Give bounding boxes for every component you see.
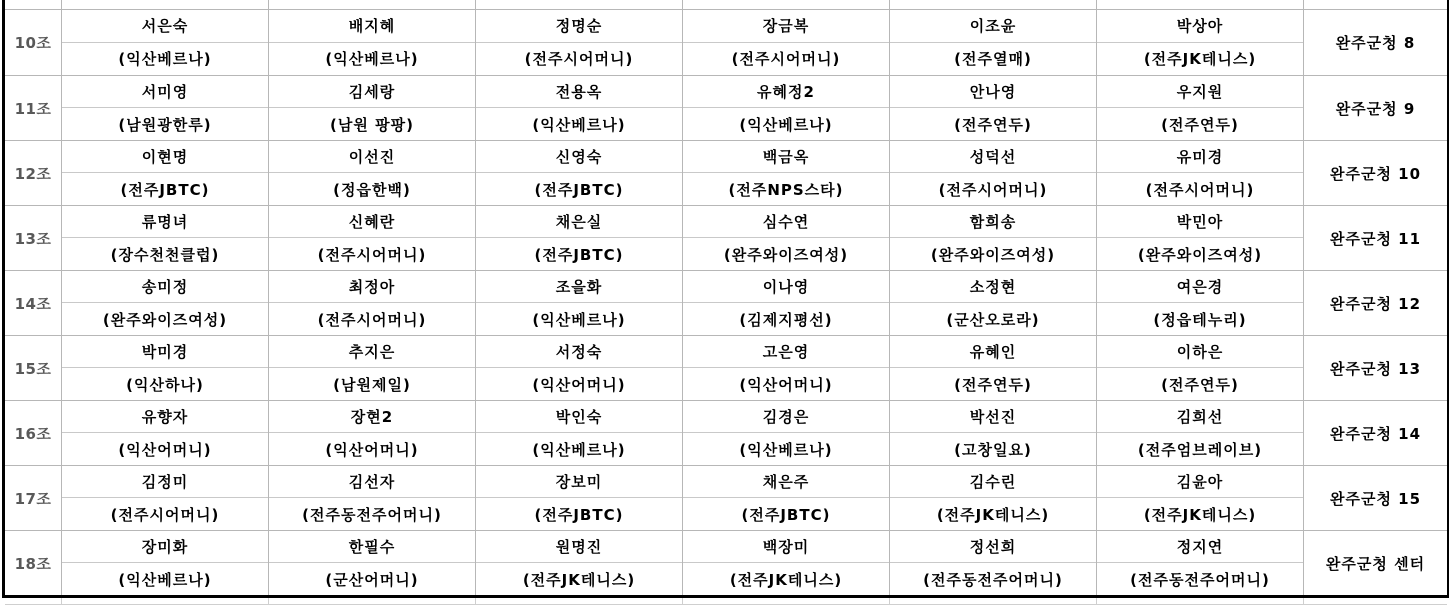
- player-club: (완주와이즈여성): [930, 245, 1056, 264]
- player-club: (남원제일): [333, 375, 411, 394]
- player-club: (익산어머니): [325, 440, 419, 459]
- player-name: 고은영: [683, 336, 889, 368]
- player-name: 김세랑: [269, 76, 475, 108]
- player-name: 배지혜: [269, 10, 475, 43]
- player-club: (전주동전주어머니): [1130, 570, 1270, 589]
- player-cell: [476, 10, 683, 75]
- player-club: (정읍테누리): [1153, 310, 1247, 329]
- player-club: (전주동전주어머니): [923, 570, 1063, 589]
- player-name: 신영숙: [476, 141, 682, 173]
- player-club: (익산어머니): [739, 375, 833, 394]
- player-name: 송미정: [62, 271, 268, 303]
- table-row: [5, 465, 1447, 530]
- player-club: (익산베르나): [118, 570, 212, 589]
- player-name: 박미경: [62, 336, 268, 368]
- player-name: 장현2: [269, 401, 475, 433]
- player-club: (완주와이즈여성): [723, 245, 849, 264]
- player-club: (전주JK테니스): [729, 570, 843, 589]
- player-cell: [890, 336, 1097, 400]
- player-name: 정명순: [476, 10, 682, 43]
- player-cell: [683, 10, 890, 75]
- player-club: (익산베르나): [739, 115, 833, 134]
- player-name: 김희선: [1097, 401, 1303, 433]
- player-cell: [683, 76, 890, 140]
- player-cell: [476, 531, 683, 595]
- player-club: (전주시어머니): [317, 245, 427, 264]
- grid-line-segment: [476, 0, 683, 9]
- grid-line-segment: [5, 598, 62, 604]
- player-cell: [269, 466, 476, 530]
- player-name: 정선희: [890, 531, 1096, 563]
- player-club: (전주시어머니): [317, 310, 427, 329]
- table-row: [5, 530, 1447, 595]
- court-assignment: 완주군청 8: [1335, 34, 1416, 52]
- cropped-row-above: [5, 0, 1447, 10]
- player-cell: [476, 76, 683, 140]
- player-cell: [476, 336, 683, 400]
- player-cell: [269, 531, 476, 595]
- player-name: 유미경: [1097, 141, 1303, 173]
- court-assignment: 완주군청 15: [1329, 489, 1422, 508]
- player-club: (전주시어머니): [938, 180, 1048, 199]
- player-name: 소정현: [890, 271, 1096, 303]
- player-cell: [62, 401, 269, 465]
- player-cell: [476, 466, 683, 530]
- player-name: 김정미: [62, 466, 268, 498]
- player-club: (장수천천클럽): [110, 245, 220, 264]
- player-name: 최정아: [269, 271, 475, 303]
- player-name: 서은숙: [62, 10, 268, 43]
- player-club: (익산베르나): [532, 440, 626, 459]
- group-assignment-sheet: [2, 0, 1451, 605]
- player-cell: [62, 206, 269, 270]
- player-cell: [62, 141, 269, 205]
- table-row: [5, 75, 1447, 140]
- court-assignment: 완주군청 9: [1335, 99, 1416, 118]
- player-cell: [1097, 336, 1304, 400]
- player-name: 김윤아: [1097, 466, 1303, 498]
- player-name: 채은주: [683, 466, 889, 498]
- player-name: 서정숙: [476, 336, 682, 368]
- player-cell: [1097, 401, 1304, 465]
- court-assignment: 완주군청 14: [1329, 424, 1422, 443]
- player-name: 이선진: [269, 141, 475, 173]
- player-cell: [62, 271, 269, 335]
- grid-line-segment: [1304, 0, 1447, 9]
- table-row: [5, 335, 1447, 400]
- player-cell: [1097, 466, 1304, 530]
- player-cell: [1097, 141, 1304, 205]
- player-cell: [269, 10, 476, 75]
- group-label: 14조: [5, 271, 62, 335]
- table-row: [5, 205, 1447, 270]
- player-club: (전주시어머니): [524, 50, 634, 69]
- player-name: 원명진: [476, 531, 682, 563]
- player-club: (익산베르나): [532, 115, 626, 134]
- player-club: (익산어머니): [532, 375, 626, 394]
- player-name: 유혜정2: [683, 76, 889, 108]
- player-cell: [62, 10, 269, 75]
- table-row: [5, 270, 1447, 335]
- player-name: 장금복: [683, 10, 889, 43]
- player-name: 장보미: [476, 466, 682, 498]
- player-name: 전용옥: [476, 76, 682, 108]
- group-table-body: [5, 10, 1447, 595]
- player-club: (전주연두): [1161, 375, 1239, 394]
- court-assignment: 완주군청 11: [1329, 229, 1422, 248]
- player-club: (전주연두): [954, 115, 1032, 134]
- player-cell: [269, 76, 476, 140]
- grid-line-segment: [890, 598, 1097, 604]
- player-club: (전주NPS스타): [728, 180, 844, 199]
- player-name: 장미화: [62, 531, 268, 563]
- player-club: (전주JBTC): [534, 180, 624, 199]
- player-cell: [62, 76, 269, 140]
- player-club: (전주JK테니스): [936, 505, 1050, 524]
- cropped-row-below: [5, 598, 1447, 605]
- player-cell: [62, 466, 269, 530]
- grid-line-segment: [683, 0, 890, 9]
- player-name: 여은경: [1097, 271, 1303, 303]
- court-assignment: 완주군청 10: [1329, 164, 1422, 183]
- player-name: 유향자: [62, 401, 268, 433]
- group-label: 16조: [5, 401, 62, 465]
- player-cell: [890, 10, 1097, 75]
- grid-line-segment: [5, 0, 62, 9]
- player-name: 김선자: [269, 466, 475, 498]
- player-cell: [890, 141, 1097, 205]
- player-cell: [683, 401, 890, 465]
- group-label: 17조: [5, 466, 62, 530]
- player-name: 서미영: [62, 76, 268, 108]
- player-cell: [476, 401, 683, 465]
- player-name: 백금옥: [683, 141, 889, 173]
- player-club: (익산베르나): [739, 440, 833, 459]
- player-club: (전주열매): [954, 50, 1032, 69]
- player-name: 심수연: [683, 206, 889, 238]
- player-club: (김제지평선): [739, 310, 833, 329]
- player-name: 박선진: [890, 401, 1096, 433]
- player-club: (전주JK테니스): [522, 570, 636, 589]
- player-name: 조을화: [476, 271, 682, 303]
- player-cell: [683, 206, 890, 270]
- player-name: 이조윤: [890, 10, 1096, 43]
- player-club: (익산베르나): [325, 50, 419, 69]
- player-cell: [1097, 10, 1304, 75]
- grid-line-segment: [1097, 0, 1304, 9]
- player-cell: [62, 531, 269, 595]
- player-cell: [476, 206, 683, 270]
- court-assignment: 완주군청 13: [1329, 359, 1422, 378]
- player-name: 추지은: [269, 336, 475, 368]
- player-cell: [683, 466, 890, 530]
- player-club: (남원광한루): [118, 115, 212, 134]
- player-name: 백장미: [683, 531, 889, 563]
- player-club: (전주시어머니): [731, 50, 841, 69]
- player-cell: [683, 271, 890, 335]
- player-club: (전주엄브레이브): [1137, 440, 1263, 459]
- player-cell: [62, 336, 269, 400]
- player-cell: [1097, 531, 1304, 595]
- player-cell: [890, 271, 1097, 335]
- player-name: 박민아: [1097, 206, 1303, 238]
- table-outer-border: [2, 0, 1449, 598]
- player-club: (완주와이즈여성): [1137, 245, 1263, 264]
- player-name: 김수린: [890, 466, 1096, 498]
- player-club: (익산베르나): [118, 50, 212, 69]
- table-row: [5, 140, 1447, 205]
- player-club: (완주와이즈여성): [102, 310, 228, 329]
- player-cell: [269, 336, 476, 400]
- player-cell: [269, 141, 476, 205]
- player-club: (전주JBTC): [534, 505, 624, 524]
- grid-line-segment: [269, 0, 476, 9]
- group-label: 18조: [5, 531, 62, 595]
- player-cell: [683, 336, 890, 400]
- table-row: [5, 400, 1447, 465]
- player-club: (전주JK테니스): [1143, 50, 1257, 69]
- court-assignment: 완주군청 센터: [1325, 554, 1426, 573]
- player-cell: [890, 401, 1097, 465]
- player-cell: [683, 531, 890, 595]
- player-club: (고창일요): [954, 440, 1032, 459]
- player-cell: [1097, 206, 1304, 270]
- player-club: (익산어머니): [118, 440, 212, 459]
- grid-line-segment: [62, 598, 269, 604]
- player-cell: [890, 531, 1097, 595]
- player-cell: [683, 141, 890, 205]
- player-cell: [476, 271, 683, 335]
- player-name: 이하은: [1097, 336, 1303, 368]
- player-club: (정읍한백): [333, 180, 411, 199]
- player-club: (익산베르나): [532, 310, 626, 329]
- player-name: 김경은: [683, 401, 889, 433]
- player-club: (익산하나): [126, 375, 204, 394]
- player-club: (전주JBTC): [741, 505, 831, 524]
- grid-line-segment: [683, 598, 890, 604]
- player-club: (군산어머니): [325, 570, 419, 589]
- player-name: 이현명: [62, 141, 268, 173]
- player-name: 정지연: [1097, 531, 1303, 563]
- player-cell: [269, 271, 476, 335]
- player-cell: [1097, 271, 1304, 335]
- grid-line-segment: [1097, 598, 1304, 604]
- player-club: (전주연두): [954, 375, 1032, 394]
- grid-line-segment: [890, 0, 1097, 9]
- group-label: 10조: [5, 10, 62, 75]
- player-name: 이나영: [683, 271, 889, 303]
- player-club: (전주시어머니): [110, 505, 220, 524]
- group-label: 13조: [5, 206, 62, 270]
- player-club: (전주JK테니스): [1143, 505, 1257, 524]
- player-cell: [1097, 76, 1304, 140]
- player-cell: [476, 141, 683, 205]
- grid-line-segment: [269, 598, 476, 604]
- player-name: 박상아: [1097, 10, 1303, 43]
- group-label: 11조: [5, 76, 62, 140]
- player-cell: [269, 206, 476, 270]
- player-cell: [269, 401, 476, 465]
- player-club: (남원 팡팡): [330, 115, 414, 134]
- player-club: (군산오로라): [946, 310, 1040, 329]
- player-cell: [890, 466, 1097, 530]
- table-row: [5, 10, 1447, 75]
- player-cell: [890, 76, 1097, 140]
- player-cell: [890, 206, 1097, 270]
- player-name: 신혜란: [269, 206, 475, 238]
- player-club: (전주JBTC): [534, 245, 624, 264]
- player-club: (전주시어머니): [1145, 180, 1255, 199]
- player-name: 안나영: [890, 76, 1096, 108]
- court-assignment: 완주군청 12: [1329, 294, 1422, 313]
- player-club: (전주연두): [1161, 115, 1239, 134]
- player-name: 함희송: [890, 206, 1096, 238]
- player-name: 채은실: [476, 206, 682, 238]
- player-name: 우지원: [1097, 76, 1303, 108]
- grid-line-segment: [62, 0, 269, 9]
- player-name: 류명녀: [62, 206, 268, 238]
- grid-line-segment: [1304, 598, 1447, 604]
- player-name: 유혜인: [890, 336, 1096, 368]
- group-label: 12조: [5, 141, 62, 205]
- player-name: 박인숙: [476, 401, 682, 433]
- player-name: 성덕선: [890, 141, 1096, 173]
- player-club: (전주JBTC): [120, 180, 210, 199]
- player-name: 한필수: [269, 531, 475, 563]
- grid-line-segment: [476, 598, 683, 604]
- player-club: (전주동전주어머니): [302, 505, 442, 524]
- group-label: 15조: [5, 336, 62, 400]
